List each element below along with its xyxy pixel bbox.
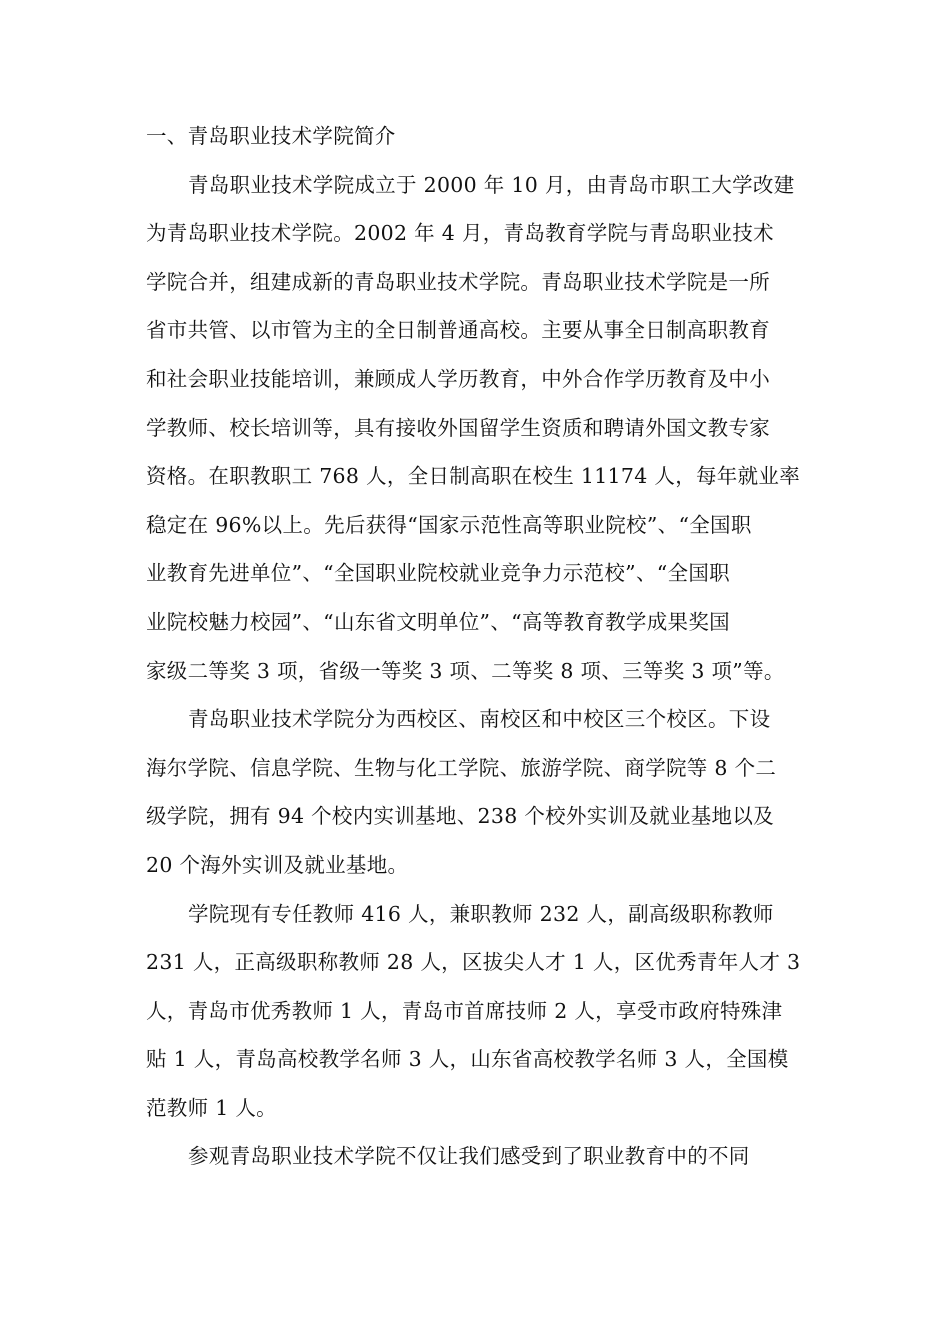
text-line: 范教师 1 人。 [146, 1095, 277, 1120]
paragraph-faculty [146, 890, 806, 1133]
text-line: 级学院，拥有 94 个校内实训基地、238 个校外实训及就业基地以及 [146, 804, 774, 829]
text-line: 和社会职业技能培训，兼顾成人学历教育，中外合作学历教育及中小 [146, 366, 770, 391]
text-line: 资格。在职教职工 768 人，全日制高职在校生 11174 人，每年就业率 [146, 464, 801, 489]
text-line: 为青岛职业技术学院。2002 年 4 月，青岛教育学院与青岛职业技术 [146, 221, 774, 246]
text-line: 青岛职业技术学院成立于 2000 年 10 月，由青岛市职工大学改建 [188, 172, 795, 197]
text-line: 参观青岛职业技术学院不仅让我们感受到了职业教育中的不同 [188, 1144, 750, 1169]
paragraph-intro [146, 161, 806, 696]
text-line: 家级二等奖 3 项，省级一等奖 3 项、二等奖 8 项、三等奖 3 项”等。 [146, 658, 785, 683]
text-line: 学院现有专任教师 416 人，兼职教师 232 人，副高级职称教师 [188, 901, 774, 926]
text-line: 业教育先进单位”、“全国职业院校就业竞争力示范校”、“全国职 [146, 561, 730, 586]
document-body [146, 112, 806, 1181]
text-line: 稳定在 96%以上。先后获得“国家示范性高等职业院校”、“全国职 [146, 512, 752, 537]
text-line: 业院校魅力校园”、“山东省文明单位”、“高等教育教学成果奖国 [146, 609, 730, 634]
text-line: 学院合并，组建成新的青岛职业技术学院。青岛职业技术学院是一所 [146, 269, 770, 294]
paragraph-campuses [146, 695, 806, 889]
paragraph-visit [146, 1132, 806, 1181]
text-line: 贴 1 人，青岛高校教学名师 3 人，山东省高校教学名师 3 人，全国模 [146, 1047, 789, 1072]
text-line: 231 人，正高级职称教师 28 人，区拔尖人才 1 人，区优秀青年人才 3 [146, 950, 801, 975]
text-line: 人，青岛市优秀教师 1 人，青岛市首席技师 2 人，享受市政府特殊津 [146, 998, 783, 1023]
text-line: 省市共管、以市管为主的全日制普通高校。主要从事全日制高职教育 [146, 318, 770, 343]
text-line: 海尔学院、信息学院、生物与化工学院、旅游学院、商学院等 8 个二 [146, 755, 777, 780]
text-line: 学教师、校长培训等，具有接收外国留学生资质和聘请外国文教专家 [146, 415, 770, 440]
section-heading: 一、青岛职业技术学院简介 [146, 124, 396, 148]
text-line: 20 个海外实训及就业基地。 [146, 852, 409, 877]
text-line: 青岛职业技术学院分为西校区、南校区和中校区三个校区。下设 [188, 707, 771, 732]
